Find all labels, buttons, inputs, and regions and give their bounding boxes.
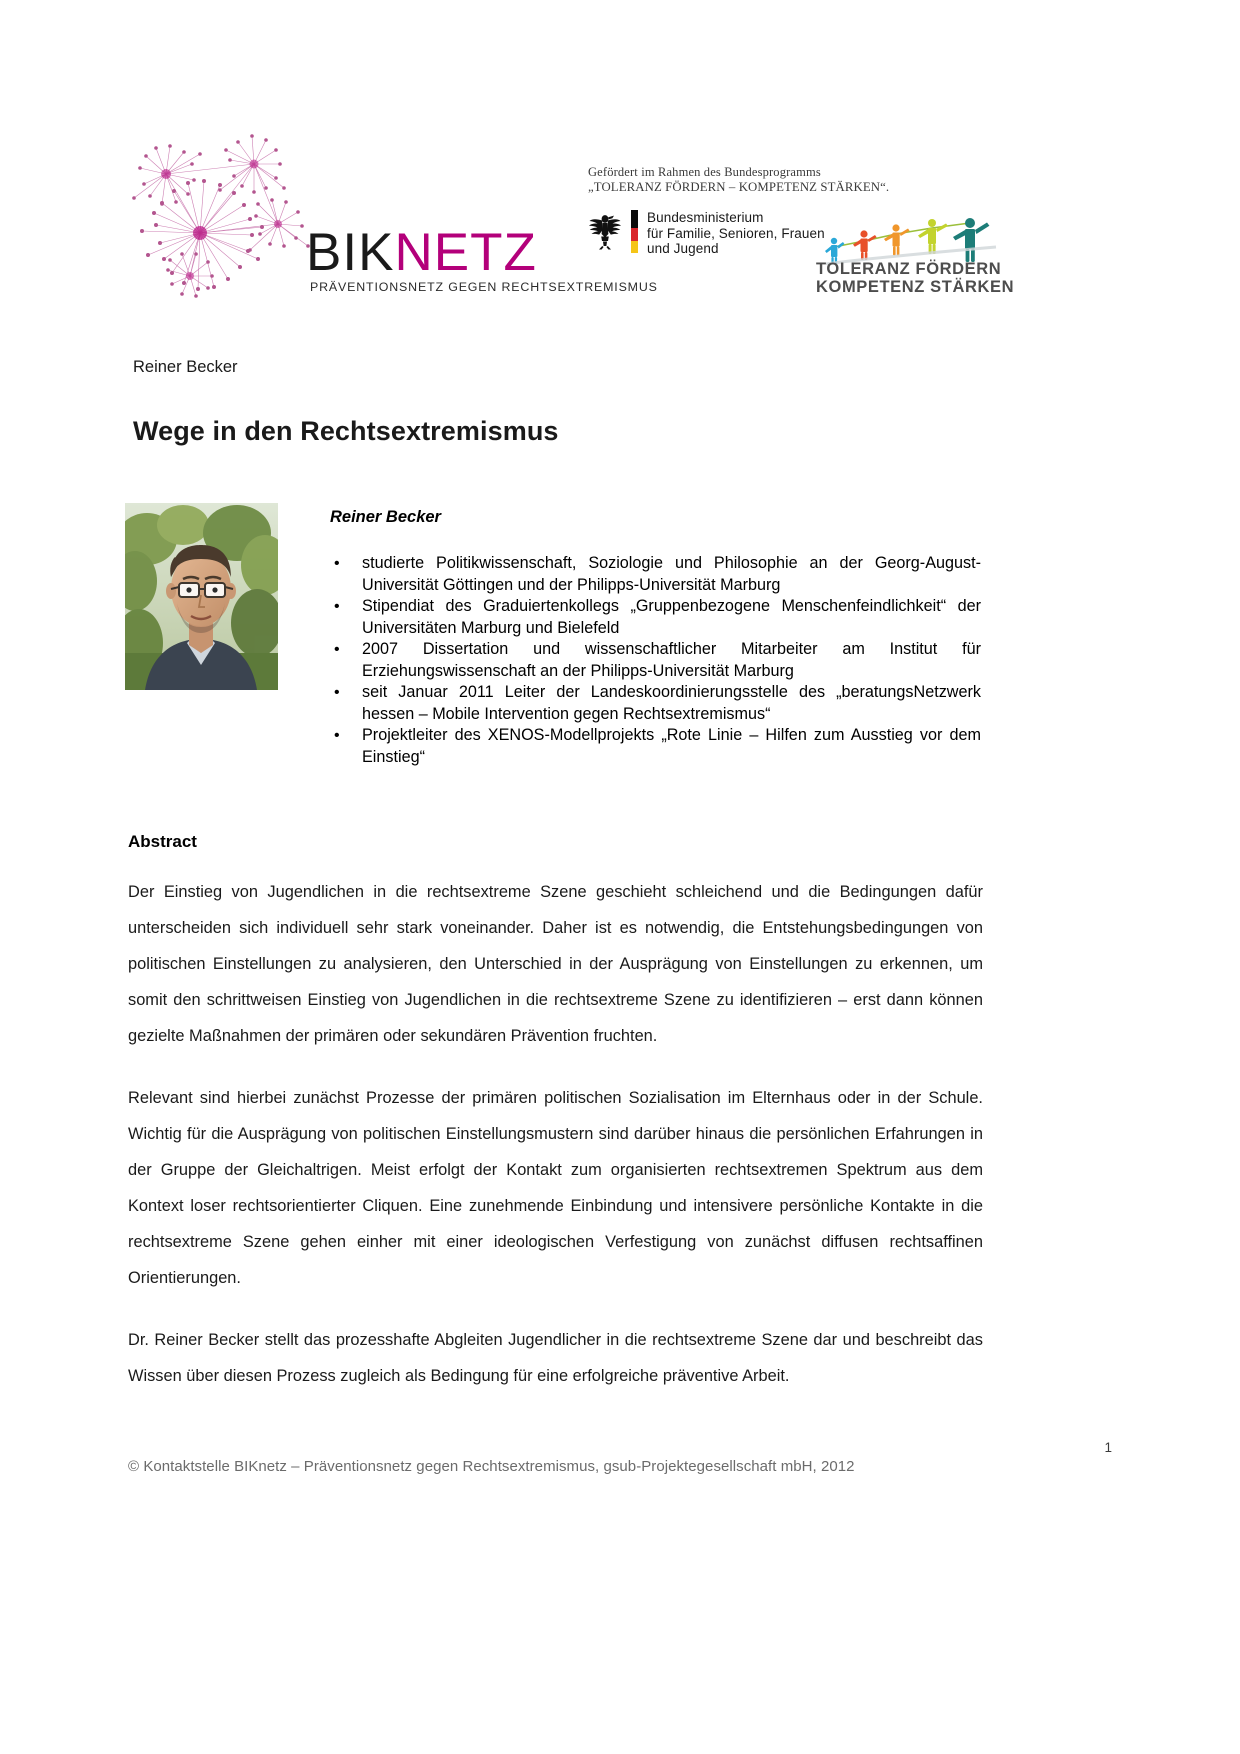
list-item [330, 596, 981, 639]
logo-wordmark [306, 223, 537, 282]
bmfsfj-line1: Bundesministerium [647, 210, 764, 225]
bullet-icon: • [334, 727, 340, 744]
abstract-body [128, 874, 983, 1420]
page-number: 1 [1104, 1440, 1112, 1455]
federal-eagle-icon [588, 210, 622, 250]
toleranz-foerdern-logo [816, 217, 1015, 296]
page-title: Wege in den Rechtsextremismus [133, 416, 559, 447]
bio-item-text: 2007 Dissertation und wissenschaftlicher Mitarbeiter am Institut für Erziehungswissenschaft an der Philipps-Universität Marburg [362, 640, 981, 680]
logo-wordmark-bik: BIK [306, 223, 395, 282]
bio-item-text: studierte Politikwissenschaft, Soziologie und Philosophie an der Georg-August-Universität Göttingen und der Philipps-Universität Marburg [362, 554, 981, 594]
toleranz-people-icon [820, 217, 1000, 265]
footer-copyright: © Kontaktstelle BIKnetz – Präventionsnetz gegen Rechtsextremismus, gsub-Projektegesellschaft mbH, 2012 [128, 1458, 855, 1475]
page-header [0, 0, 1240, 320]
abstract-paragraph: Dr. Reiner Becker stellt das prozesshafte Abgleiten Jugendlicher in die rechtsextreme Szene dar und beschreibt das Wissen über diesen Prozess zugleich als Bedingung für eine erfolgreiche präventive Arbeit. [128, 1331, 983, 1385]
bio-item-text: Stipendiat des Graduiertenkollegs „Gruppenbezogene Menschenfeindlichkeit“ der Universitäten Marburg und Bielefeld [362, 597, 981, 637]
bio-item-text: seit Januar 2011 Leiter der Landeskoordinierungsstelle des „beratungsNetzwerk hessen – Mobile Intervention gegen Rechtsextremismus“ [362, 683, 981, 723]
list-item [330, 553, 981, 596]
funding-text-line2: „TOLERANZ FÖRDERN – KOMPETENZ STÄRKEN“. [588, 180, 890, 194]
bullet-icon: • [334, 641, 340, 658]
logo-tagline: PRÄVENTIONSNETZ GEGEN RECHTSEXTREMISMUS [310, 280, 658, 294]
bio-item-text: Projektleiter des XENOS-Modellprojekts „Rote Linie – Hilfen zum Ausstieg vor dem Einstieg“ [362, 726, 981, 766]
author-portrait [125, 503, 278, 690]
list-item [330, 725, 981, 768]
german-flag-bar [631, 210, 638, 253]
abstract-paragraph: Der Einstieg von Jugendlichen in die rechtsextreme Szene geschieht schleichend und die Bedingungen dafür unterscheiden sich individuell sehr stark voneinander. Daher ist es notwendig, die Entstehungsbedingungen von politischen Einstellungen zu analysieren, den Unterschied in der Ausprägung von Einstellungen zu erkennen, um somit den schrittweisen Einstieg von Jugendlichen in die rechtsextreme Szene zu identifizieren – erst dann können gezielte Maßnahmen der primären oder sekundären Prävention fruchten. [128, 883, 983, 1045]
funding-text-line1: Gefördert im Rahmen des Bundesprogramms [588, 165, 821, 179]
bio-name: Reiner Becker [330, 508, 441, 526]
bio-list [330, 553, 981, 768]
list-item [330, 682, 981, 725]
abstract-paragraph: Relevant sind hierbei zunächst Prozesse der primären politischen Sozialisation im Elternhaus oder in der Schule. Wichtig für die Ausprägung von politischen Einstellungsmustern sind darüber hinaus die persönlichen Erfahrungen in der Gruppe der Gleichaltrigen. Meist erfolgt der Kontakt zum organisierten rechtsextremen Spektrum aus dem Kontext loser rechtsorientierter Cliquen. Eine zunehmende Einbindung und intensivere persönliche Kontakte in die rechtsextreme Szene gehen einher mit einer ideologischen Verfestigung von zunächst diffusen rechtsaffinen Orientierungen. [128, 1089, 983, 1287]
bullet-icon: • [334, 598, 340, 615]
abstract-heading: Abstract [128, 832, 197, 851]
toleranz-label-line2: KOMPETENZ STÄRKEN [816, 277, 1015, 296]
logo-wordmark-netz: NETZ [394, 223, 537, 282]
funding-block [588, 165, 1015, 300]
biknetz-logo [128, 128, 658, 303]
toleranz-label-line1: TOLERANZ FÖRDERN [816, 260, 1002, 278]
bullet-icon: • [334, 555, 340, 572]
bmfsfj-line3: und Jugend [647, 241, 719, 256]
bmfsfj-label [647, 210, 825, 257]
list-item [330, 639, 981, 682]
bmfsfj-logo [588, 210, 825, 257]
bio-text-column [330, 508, 981, 768]
bmfsfj-line2: für Familie, Senioren, Frauen [647, 225, 825, 241]
bullet-icon: • [334, 684, 340, 701]
author-name: Reiner Becker [133, 358, 238, 376]
toleranz-label [816, 260, 1015, 296]
portrait-photo [125, 503, 278, 690]
